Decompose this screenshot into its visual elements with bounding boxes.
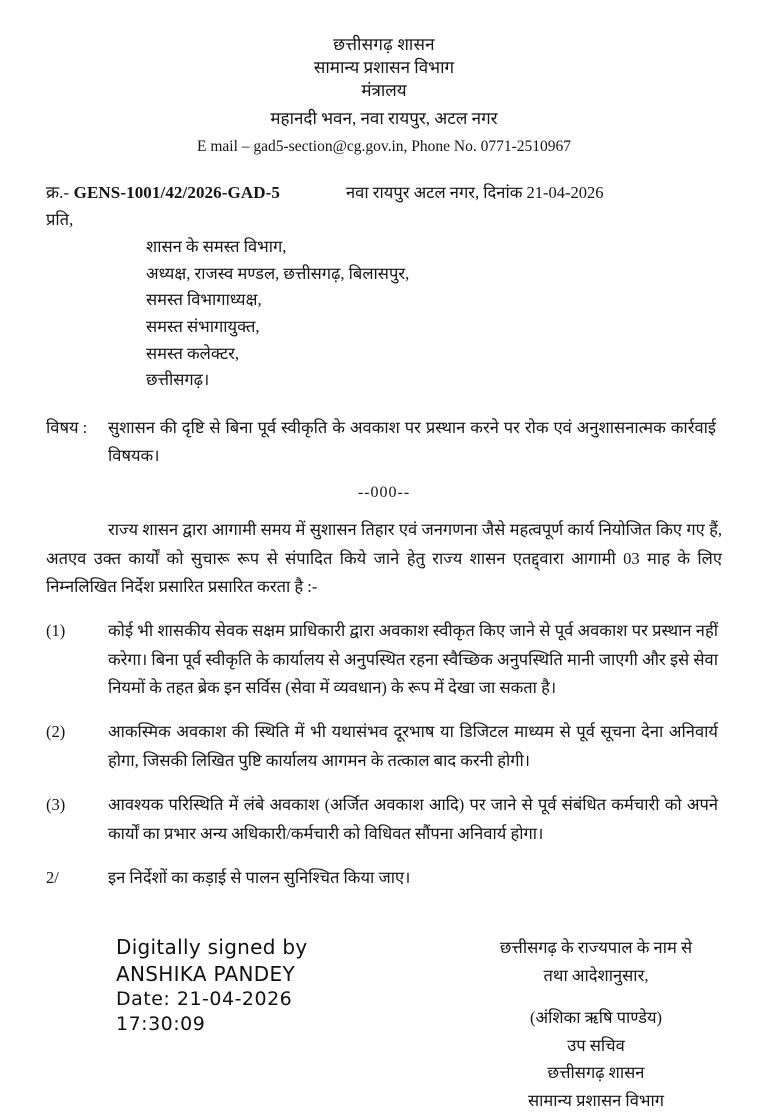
letterhead-government: छत्तीसगढ़ शासन	[333, 35, 435, 54]
numbered-point	[46, 617, 722, 702]
letterhead	[46, 34, 722, 158]
section-separator: --000--	[357, 484, 411, 502]
point-number: 2/	[46, 867, 59, 887]
authority-department: सामान्य प्रशासन विभाग	[527, 1090, 665, 1110]
list-item: समस्त विभागाध्यक्ष,	[146, 290, 262, 310]
numbered-point	[46, 864, 722, 892]
numbered-point	[46, 791, 722, 848]
digital-signature-stamp	[116, 934, 308, 1037]
subject-row	[46, 414, 722, 470]
authority-spacer	[446, 990, 746, 1004]
subject-label: विषय :	[46, 418, 88, 438]
point-text: इन निर्देशों का कड़ाई से पालन सुनिश्चित किया जाए।	[108, 867, 411, 887]
reference-number-block	[46, 180, 346, 203]
to-label: प्रति,	[46, 209, 74, 229]
reference-number: GENS-1001/42/2026-GAD-5	[73, 182, 280, 202]
letterhead-address: महानदी भवन, नवा रायपुर, अटल नगर	[270, 109, 498, 129]
list-item: शासन के समस्त विभाग,	[146, 236, 287, 256]
reference-place-date: नवा रायपुर अटल नगर, दिनांक 21-04-2026	[346, 182, 604, 202]
addressee-list	[146, 234, 722, 394]
digital-signature-date: Date: 21-04-2026	[116, 988, 293, 1011]
signature-area	[46, 934, 722, 1110]
list-item: अध्यक्ष, राजस्व मण्डल, छत्तीसगढ़, बिलासपुर,	[146, 263, 410, 283]
authority-organisation: छत्तीसगढ़ शासन	[547, 1063, 645, 1083]
reference-prefix: क्र.-	[46, 182, 70, 202]
numbered-point	[46, 718, 722, 775]
point-text: आवश्यक परिस्थिति में लंबे अवकाश (अर्जित अवकाश आदि) पर जाने से पूर्व संबंधित कर्मचारी को अपने कार्यों का प्रभार अन्य अधिकारी/कर्मचारी को विधिवत सौंपना अनिवार्य होगा।	[108, 795, 718, 843]
point-text: आकस्मिक अवकाश की स्थिति में भी यथासंभव दूरभाष या डिजिटल माध्यम से पूर्व सूचना देना अनिवार्य होगा, जिसकी लिखित पुष्टि कार्यालय आगमन के तत्काल बाद करनी होगी।	[108, 722, 718, 770]
letterhead-contact: E mail – gad5-section@cg.gov.in, Phone No. 0771-2510967	[196, 138, 572, 156]
point-number: (1)	[46, 621, 66, 641]
reference-row	[46, 180, 722, 203]
point-number: (2)	[46, 722, 66, 742]
authority-line-1: छत्तीसगढ़ के राज्यपाल के नाम से	[499, 938, 693, 958]
letterhead-department: सामान्य प्रशासन विभाग	[313, 57, 455, 77]
authority-name: (अंशिका ऋषि पाण्डेय)	[529, 1007, 663, 1027]
list-item: छत्तीसगढ़।	[146, 370, 210, 390]
authority-line-2: तथा आदेशानुसार,	[543, 966, 649, 986]
digital-signature-name: ANSHIKA PANDEY	[116, 961, 295, 986]
issuing-authority-block	[446, 934, 746, 1114]
authority-designation: उप सचिव	[567, 1035, 625, 1055]
subject-text: सुशासन की दृष्टि से बिना पूर्व स्वीकृति के अवकाश पर प्रस्थान करने पर रोक एवं अनुशासनात्मक कार्रवाई विषयक।	[108, 418, 716, 466]
list-item: समस्त संभागायुक्त,	[146, 316, 260, 336]
list-item: समस्त कलेक्टर,	[146, 343, 240, 363]
digital-signature-time: 17:30:09	[116, 1013, 206, 1036]
point-number: (3)	[46, 795, 66, 815]
digital-signature-line-1: Digitally signed by	[116, 935, 308, 960]
letterhead-secretariat: मंत्रालय	[361, 80, 407, 100]
intro-paragraph: राज्य शासन द्वारा आगामी समय में सुशासन तिहार एवं जनगणना जैसे महत्वपूर्ण कार्य नियोजित किए गए हैं, अतएव उक्त कार्यों को सुचारू रूप से संपादित किये जाने हेतु राज्य शासन एतद्द्वारा आगामी 03 माह के लिए निम्नलिखित निर्देश प्रसारित प्रसारित करता है :-	[46, 520, 722, 596]
point-text: कोई भी शासकीय सेवक सक्षम प्राधिकारी द्वारा अवकाश स्वीकृत किए जाने से पूर्व अवकाश पर प्रस्थान नहीं करेगा। बिना पूर्व स्वीकृति के कार्यालय से अनुपस्थित रहना स्वैच्छिक अनुपस्थिति मानी जाएगी और इसे सेवा नियमों के तहत ब्रेक इन सर्विस (सेवा में व्यवधान) के रूप में देखा जा सकता है।	[108, 621, 718, 698]
